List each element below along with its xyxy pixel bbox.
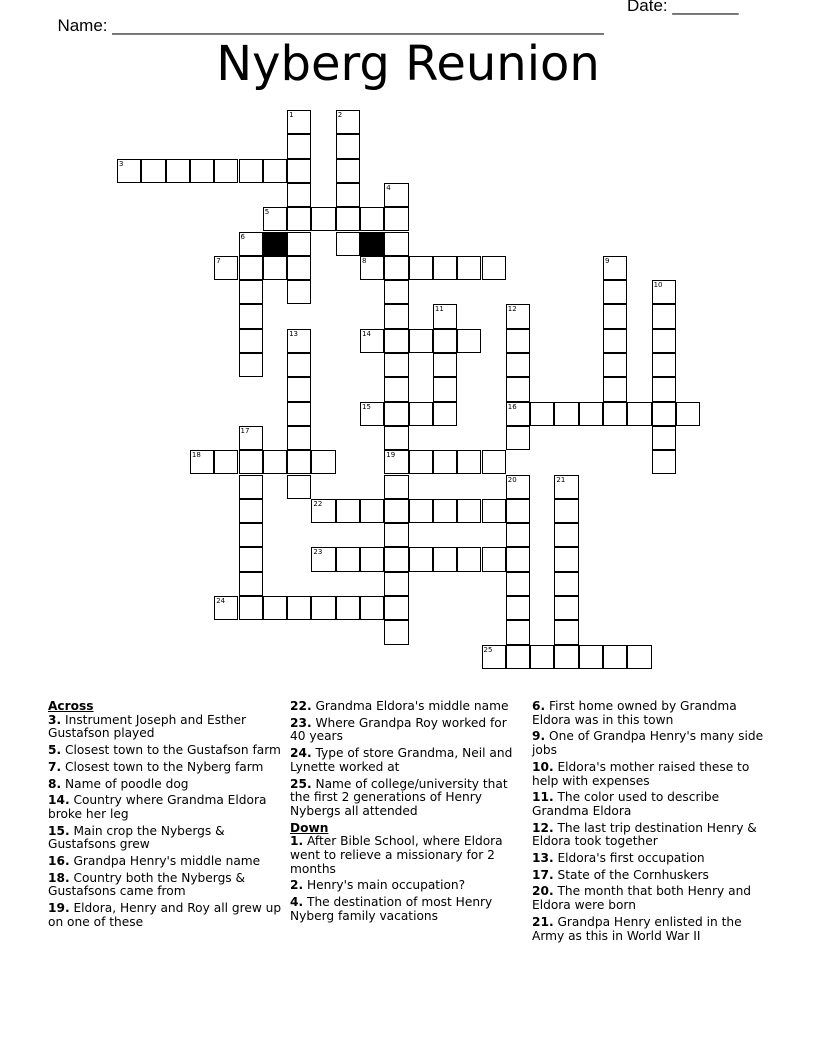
clue-number: 19	[386, 451, 396, 460]
grid-cell[interactable]	[652, 377, 676, 401]
grid-cell[interactable]	[190, 450, 214, 474]
grid-cell[interactable]	[579, 645, 603, 669]
grid-cell[interactable]	[117, 159, 141, 183]
grid-cell[interactable]	[384, 572, 408, 596]
grid-cell[interactable]	[409, 450, 433, 474]
grid-cell[interactable]	[336, 232, 360, 256]
grid-cell[interactable]	[239, 353, 263, 377]
clue-item-text: Name of college/university that the first 2 generations of Henry Nybergs all attended	[290, 776, 508, 818]
clue-item	[290, 700, 526, 714]
clue-item	[532, 885, 768, 912]
clue-item	[48, 778, 284, 792]
clue-number: 23	[313, 548, 323, 557]
clue-number: 7	[216, 256, 221, 265]
grid-cell[interactable]	[506, 620, 530, 644]
clue-item-number: 12.	[532, 820, 554, 835]
clue-item-number: 18.	[48, 870, 70, 885]
grid-cell[interactable]	[239, 547, 263, 571]
grid-cell[interactable]	[384, 304, 408, 328]
grid-cell[interactable]	[287, 232, 311, 256]
grid-cell[interactable]	[239, 329, 263, 353]
clue-number: 14	[362, 329, 371, 338]
grid-cell[interactable]	[554, 620, 578, 644]
grid-cell[interactable]	[652, 426, 676, 450]
grid-cell[interactable]	[384, 499, 408, 523]
clue-item	[290, 835, 526, 876]
grid-cell[interactable]	[506, 304, 530, 328]
grid-cell[interactable]	[652, 353, 676, 377]
grid-cell[interactable]	[627, 402, 651, 426]
clue-item-text: The last trip destination Henry & Eldora took together	[532, 820, 757, 849]
grid-cell[interactable]	[287, 475, 311, 499]
clue-item-text: Grandpa Henry enlisted in the Army as this in World War II	[532, 914, 742, 943]
clue-item	[532, 869, 768, 883]
clue-item-text: The color used to describe Grandma Eldora	[532, 790, 720, 818]
grid-cell[interactable]	[506, 596, 530, 620]
clue-number: 12	[507, 305, 517, 314]
grid-cell[interactable]	[336, 207, 360, 231]
clue-item-number: 4.	[290, 895, 304, 910]
grid-cell[interactable]	[287, 110, 311, 134]
clue-item-number: 10.	[532, 759, 554, 774]
grid-cell[interactable]	[287, 377, 311, 401]
grid-cell[interactable]	[336, 159, 360, 183]
clue-number: 17	[240, 426, 250, 435]
grid-cell[interactable]	[287, 353, 311, 377]
grid-cell[interactable]	[433, 499, 457, 523]
grid-cell[interactable]	[579, 402, 603, 426]
clue-number: 13	[289, 329, 299, 338]
clue-item-text: Closest town to the Gustafson farm	[61, 743, 281, 758]
clue-item-text: First home owned by Grandma Eldora was in this town	[532, 699, 737, 727]
clue-item-number: 22.	[290, 699, 312, 713]
grid-cell[interactable]	[506, 475, 530, 499]
grid-cell[interactable]	[652, 304, 676, 328]
grid-cell[interactable]	[384, 523, 408, 547]
grid-cell[interactable]	[384, 256, 408, 280]
grid-cell[interactable]	[433, 329, 457, 353]
clue-number: 16	[507, 402, 517, 411]
grid-cell[interactable]	[311, 450, 335, 474]
grid-cell[interactable]	[239, 304, 263, 328]
clue-number: 21	[556, 475, 566, 484]
grid-cell[interactable]	[384, 547, 408, 571]
grid-cell[interactable]	[409, 329, 433, 353]
grid-cell[interactable]	[506, 499, 530, 523]
clue-number: 20	[507, 475, 517, 484]
grid-cell[interactable]	[433, 304, 457, 328]
grid-cell[interactable]	[360, 329, 384, 353]
clue-item-text: Main crop the Nybergs & Gustafsons grew	[48, 823, 225, 852]
clue-item	[532, 791, 768, 818]
grid-cell[interactable]	[239, 159, 263, 183]
clues-column-2	[290, 700, 526, 927]
grid-cell[interactable]	[287, 450, 311, 474]
grid-cell[interactable]	[384, 280, 408, 304]
clue-number: 25	[483, 645, 493, 654]
grid-cell[interactable]	[214, 450, 238, 474]
clue-item-number: 20.	[532, 884, 554, 899]
clue-item	[48, 872, 284, 899]
grid-cell[interactable]	[263, 596, 287, 620]
clue-item-text: Grandma Eldora's middle name	[311, 699, 509, 713]
clue-item-text: The destination of most Henry Nyberg family vacations	[290, 895, 493, 923]
grid-cell[interactable]	[482, 645, 506, 669]
clue-number: 2	[337, 111, 343, 119]
down-heading: Down	[290, 820, 329, 835]
clue-number: 4	[386, 183, 391, 192]
clue-item-number: 23.	[290, 715, 312, 730]
across-heading: Across	[48, 699, 94, 713]
grid-cell[interactable]	[433, 402, 457, 426]
grid-cell[interactable]	[239, 596, 263, 620]
grid-cell[interactable]	[457, 256, 481, 280]
grid-cell[interactable]	[287, 159, 311, 183]
clue-item	[48, 714, 284, 741]
clue-item-text: Eldora's first occupation	[553, 851, 705, 866]
clue-item	[290, 717, 526, 744]
clue-item	[532, 730, 768, 757]
grid-cell[interactable]	[239, 572, 263, 596]
clue-item-text: Closest town to the Nyberg farm	[61, 759, 264, 774]
grid-cell[interactable]	[239, 499, 263, 523]
clue-item	[532, 761, 768, 788]
clue-number: 18	[191, 451, 201, 460]
name-field-label: Name: ____________________________________________________	[57, 16, 604, 35]
clue-item-number: 6.	[532, 699, 546, 713]
grid-cell[interactable]	[287, 426, 311, 450]
grid-cell[interactable]	[239, 426, 263, 450]
grid-cell[interactable]	[287, 280, 311, 304]
clue-item	[532, 822, 768, 849]
grid-cell[interactable]	[214, 159, 238, 183]
clue-number: 22	[313, 499, 323, 508]
grid-cell[interactable]	[603, 304, 627, 328]
grid-cell[interactable]	[311, 596, 335, 620]
grid-cell[interactable]	[554, 523, 578, 547]
clue-item-number: 11.	[532, 790, 554, 805]
grid-cell[interactable]	[506, 426, 530, 450]
grid-cell[interactable]	[166, 159, 190, 183]
grid-cell[interactable]	[287, 134, 311, 158]
clue-item-number: 19.	[48, 901, 70, 916]
clue-number: 1	[289, 111, 294, 119]
clue-item-text: Eldora's mother raised these to help with expenses	[532, 759, 750, 788]
grid-cell[interactable]	[603, 353, 627, 377]
grid-cell[interactable]	[457, 450, 481, 474]
grid-cell[interactable]	[384, 329, 408, 353]
clue-item	[532, 852, 768, 866]
clue-item-text: Grandpa Henry's middle name	[69, 854, 261, 869]
grid-cell[interactable]	[311, 547, 335, 571]
clue-item	[532, 916, 768, 943]
clue-number: 9	[605, 256, 610, 265]
grid-cell[interactable]	[627, 645, 651, 669]
grid-cell[interactable]	[652, 402, 676, 426]
grid-cell[interactable]	[506, 572, 530, 596]
grid-cell[interactable]	[433, 256, 457, 280]
grid-cell[interactable]	[263, 159, 287, 183]
grid-cell[interactable]	[409, 402, 433, 426]
grid-cell[interactable]	[214, 256, 238, 280]
grid-cell[interactable]	[652, 280, 676, 304]
grid-cell[interactable]	[239, 232, 263, 256]
clue-item-number: 24.	[290, 746, 312, 761]
grid-cell[interactable]	[603, 329, 627, 353]
clue-item-number: 13.	[532, 851, 554, 866]
grid-cell[interactable]	[603, 256, 627, 280]
clue-item-number: 16.	[48, 854, 70, 869]
clue-item-number: 21.	[532, 914, 554, 929]
grid-cell[interactable]	[530, 645, 554, 669]
grid-cell[interactable]	[554, 572, 578, 596]
clue-item	[48, 761, 284, 775]
grid-cell[interactable]	[409, 547, 433, 571]
grid-cell[interactable]	[554, 645, 578, 669]
clue-item-text: After Bible School, where Eldora went to relieve a missionary for 2 months	[290, 834, 503, 876]
grid-cell[interactable]	[554, 596, 578, 620]
grid-cell[interactable]	[506, 547, 530, 571]
clue-item-text: Instrument Joseph and Esther Gustafson played	[48, 712, 247, 741]
clue-number: 15	[362, 402, 371, 411]
clue-item-number: 9.	[532, 729, 546, 744]
grid-cell[interactable]	[482, 547, 506, 571]
grid-cell[interactable]	[603, 280, 627, 304]
grid-cell[interactable]	[506, 645, 530, 669]
grid-cell[interactable]	[384, 207, 408, 231]
grid-cell[interactable]	[287, 596, 311, 620]
grid-cell[interactable]	[457, 499, 481, 523]
clue-item	[290, 879, 526, 893]
clue-number: 8	[362, 256, 367, 265]
grid-cell[interactable]	[360, 499, 384, 523]
grid-cell[interactable]	[603, 645, 627, 669]
grid-cell[interactable]	[384, 596, 408, 620]
grid-cell[interactable]	[506, 377, 530, 401]
grid-cell[interactable]	[457, 329, 481, 353]
grid-cell[interactable]	[433, 353, 457, 377]
grid-cell[interactable]	[336, 134, 360, 158]
clue-number: 24	[216, 597, 226, 605]
clue-item-text: Country both the Nybergs & Gustafsons came from	[48, 870, 246, 899]
clue-item-text: Type of store Grandma, Neil and Lynette worked at	[290, 746, 513, 774]
grid-cell[interactable]	[384, 450, 408, 474]
clue-item	[48, 825, 284, 852]
grid-cell[interactable]	[360, 256, 384, 280]
grid-cell[interactable]	[457, 547, 481, 571]
grid-cell[interactable]	[336, 547, 360, 571]
grid-cell[interactable]	[482, 499, 506, 523]
clue-item-number: 15.	[48, 823, 70, 838]
clue-item	[290, 896, 526, 923]
grid-cell[interactable]	[384, 183, 408, 207]
grid-cell[interactable]	[360, 402, 384, 426]
grid-cell[interactable]	[239, 523, 263, 547]
grid-cell[interactable]	[263, 207, 287, 231]
grid-cell[interactable]	[384, 620, 408, 644]
grid-cell[interactable]	[287, 256, 311, 280]
clue-item-number: 2.	[290, 878, 304, 893]
grid-block	[360, 232, 384, 256]
grid-cell[interactable]	[603, 402, 627, 426]
grid-cell[interactable]	[239, 256, 263, 280]
grid-cell[interactable]	[652, 450, 676, 474]
grid-cell[interactable]	[384, 353, 408, 377]
grid-cell[interactable]	[554, 499, 578, 523]
clue-item	[532, 700, 768, 727]
clue-item-text: One of Grandpa Henry's many side jobs	[532, 729, 764, 758]
grid-cell[interactable]	[409, 256, 433, 280]
grid-cell[interactable]	[506, 329, 530, 353]
clue-number: 11	[434, 305, 444, 314]
grid-cell[interactable]	[506, 353, 530, 377]
clue-item	[48, 902, 284, 929]
grid-cell[interactable]	[482, 256, 506, 280]
grid-cell[interactable]	[287, 183, 311, 207]
clue-item-text: State of the Cornhuskers	[553, 867, 709, 882]
clue-item	[48, 855, 284, 869]
grid-cell[interactable]	[336, 110, 360, 134]
grid-cell[interactable]	[506, 523, 530, 547]
grid-cell[interactable]	[214, 596, 238, 620]
clues-column-1	[48, 700, 284, 933]
clue-number: 6	[240, 232, 245, 241]
grid-cell[interactable]	[141, 159, 165, 183]
grid-cell[interactable]	[409, 499, 433, 523]
clue-item-number: 3.	[48, 712, 62, 727]
grid-block	[263, 232, 287, 256]
grid-cell[interactable]	[554, 547, 578, 571]
clue-number: 3	[119, 159, 124, 168]
grid-cell[interactable]	[190, 159, 214, 183]
grid-cell[interactable]	[311, 499, 335, 523]
clue-item-text: Name of poodle dog	[61, 776, 189, 791]
grid-cell[interactable]	[652, 329, 676, 353]
grid-cell[interactable]	[506, 402, 530, 426]
grid-cell[interactable]	[433, 547, 457, 571]
grid-cell[interactable]	[360, 547, 384, 571]
clue-item-number: 25.	[290, 776, 312, 791]
grid-cell[interactable]	[287, 329, 311, 353]
grid-cell[interactable]	[263, 256, 287, 280]
grid-cell[interactable]	[384, 426, 408, 450]
clue-item	[290, 747, 526, 774]
clue-item	[48, 794, 284, 821]
grid-cell[interactable]	[360, 207, 384, 231]
grid-cell[interactable]	[336, 596, 360, 620]
grid-cell[interactable]	[554, 402, 578, 426]
clue-item-text: Henry's main occupation?	[303, 878, 466, 893]
clue-item-number: 14.	[48, 793, 70, 808]
page-title: Nyberg Reunion	[216, 36, 600, 92]
date-field-label: Date: _______	[627, 0, 739, 15]
grid-cell[interactable]	[433, 377, 457, 401]
clue-item	[48, 744, 284, 758]
clue-item-number: 5.	[48, 743, 62, 758]
clue-item-text: Where Grandpa Roy worked for 40 years	[290, 715, 507, 744]
clue-item-number: 17.	[532, 867, 554, 882]
grid-cell[interactable]	[336, 183, 360, 207]
grid-cell[interactable]	[263, 450, 287, 474]
grid-cell[interactable]	[384, 475, 408, 499]
grid-cell[interactable]	[287, 402, 311, 426]
clue-item-number: 8.	[48, 776, 62, 791]
clue-item-number: 7.	[48, 759, 62, 774]
grid-cell[interactable]	[554, 475, 578, 499]
clue-item	[290, 778, 526, 819]
clue-item-number: 1.	[290, 834, 304, 849]
clue-item-text: The month that both Henry and Eldora were born	[532, 884, 752, 913]
grid-cell[interactable]	[239, 450, 263, 474]
clues-column-3	[532, 700, 768, 946]
clue-item-text: Eldora, Henry and Roy all grew up on one of these	[48, 901, 282, 929]
grid-cell[interactable]	[433, 450, 457, 474]
grid-cell[interactable]	[239, 280, 263, 304]
grid-cell[interactable]	[482, 450, 506, 474]
clue-number: 5	[264, 208, 270, 217]
grid-cell[interactable]	[384, 402, 408, 426]
grid-cell[interactable]	[603, 377, 627, 401]
grid-cell[interactable]	[311, 207, 335, 231]
grid-cell[interactable]	[530, 402, 554, 426]
grid-cell[interactable]	[336, 499, 360, 523]
grid-cell[interactable]	[239, 475, 263, 499]
grid-cell[interactable]	[676, 402, 700, 426]
grid-cell[interactable]	[384, 377, 408, 401]
clue-number: 10	[653, 281, 663, 290]
grid-cell[interactable]	[360, 596, 384, 620]
grid-cell[interactable]	[287, 207, 311, 231]
clue-item-text: Country where Grandma Eldora broke her leg	[48, 793, 267, 821]
grid-cell[interactable]	[384, 232, 408, 256]
